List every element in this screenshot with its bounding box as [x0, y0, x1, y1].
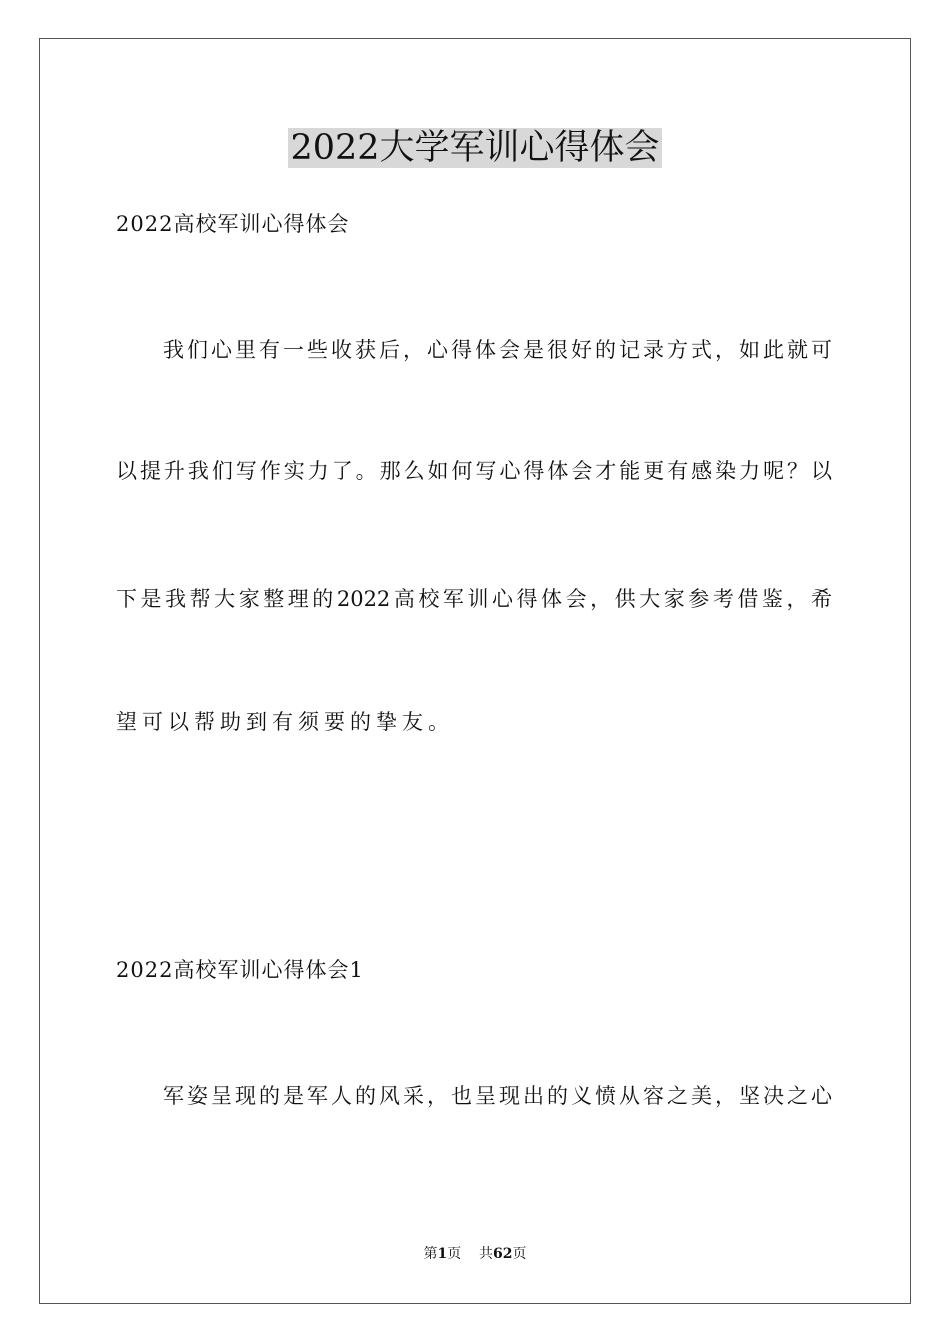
section-1-heading: 2022高校军训心得体会1: [116, 958, 364, 982]
intro-line-4: 望可以帮助到有须要的挚友。: [116, 710, 454, 734]
document-title-text: 2022大学军训心得体会: [290, 128, 660, 168]
footer-total-pages: 62: [493, 1246, 513, 1262]
intro-line-2: 以提升我们写作实力了。那么如何写心得体会才能更有感染力呢？以: [116, 459, 832, 483]
section-1-line-1: 军姿呈现的是军人的风采，也呈现出的义愤从容之美，坚决之心: [163, 1084, 832, 1108]
document-subtitle: 2022高校军训心得体会: [116, 212, 350, 236]
footer-total-suffix: 页: [512, 1246, 527, 1262]
page-footer: [0, 1244, 950, 1264]
intro-line-1: 我们心里有一些收获后，心得体会是很好的记录方式，如此就可: [163, 338, 832, 362]
footer-page-prefix: 第: [423, 1246, 438, 1262]
footer-total-prefix: 共: [479, 1246, 494, 1262]
footer-page-number: 1: [437, 1246, 448, 1262]
intro-line-3: 下是我帮大家整理的2022高校军训心得体会，供大家参考借鉴，希: [116, 587, 832, 611]
footer-page-suffix: 页: [447, 1246, 462, 1262]
document-title: [0, 124, 950, 172]
